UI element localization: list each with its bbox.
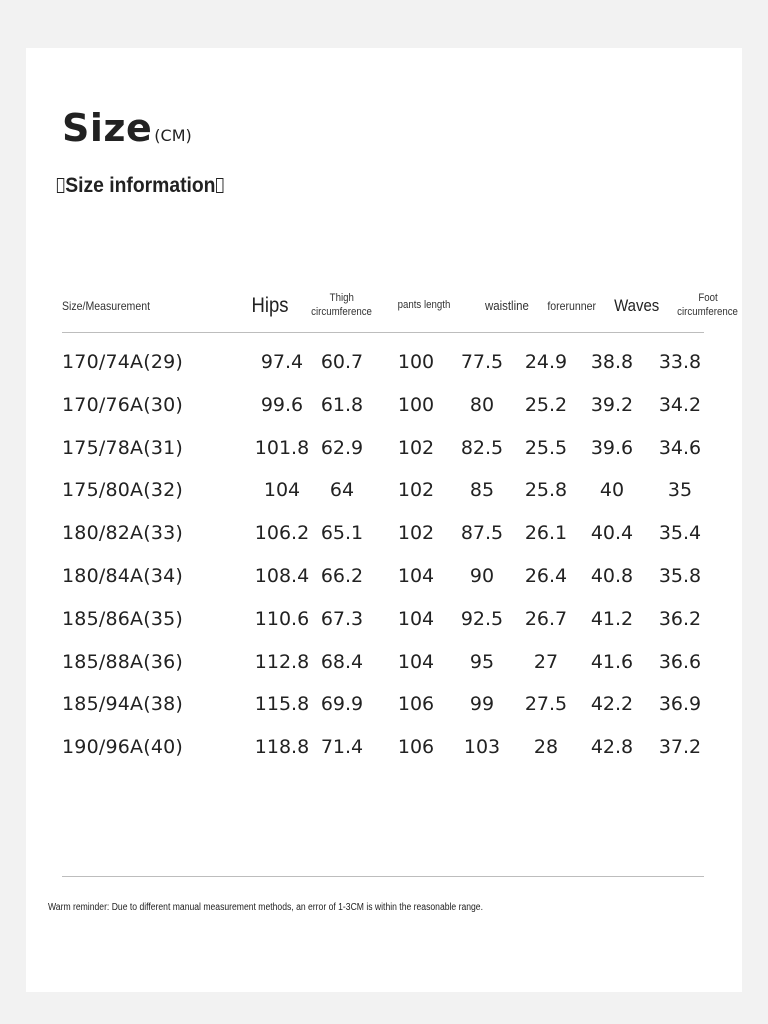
header-forerunner (540, 280, 604, 332)
cell-thigh-circumference: 66.2 (320, 564, 364, 587)
cell-hips: 97.4 (260, 351, 304, 373)
table-row (62, 517, 704, 560)
cell-foot-circumference: 34.6 (658, 436, 702, 459)
header-waistline (474, 280, 540, 332)
header-label-line1: Foot (698, 292, 718, 305)
cell-waistline: 80 (469, 393, 495, 416)
table-row (62, 474, 704, 517)
cell-foot-circumference: 33.8 (658, 351, 702, 373)
cell-size: 180/84A(34) (62, 564, 184, 587)
header-label: Waves (614, 296, 660, 316)
cell-pants-length: 104 (397, 650, 435, 673)
cell-foot-circumference: 36.2 (658, 607, 702, 630)
cell-pants-length: 102 (397, 522, 435, 545)
table-header (62, 280, 739, 333)
cell-forerunner: 26.4 (524, 564, 568, 587)
cell-size: 175/78A(31) (62, 436, 184, 459)
cell-waistline: 92.5 (460, 607, 504, 630)
cell-hips: 110.6 (254, 607, 310, 630)
header-label-line1: Thigh (329, 292, 355, 305)
cell-foot-circumference: 35.4 (658, 522, 702, 545)
table-row (62, 646, 704, 689)
cell-pants-length: 104 (397, 607, 435, 630)
table-row (62, 731, 704, 774)
header-hips (246, 280, 294, 332)
page-title (62, 106, 192, 150)
cell-foot-circumference: 36.9 (658, 693, 702, 716)
cell-thigh-circumference: 68.4 (320, 650, 364, 673)
cell-size: 175/80A(32) (62, 479, 184, 502)
cell-waistline: 85 (469, 479, 495, 502)
size-chart-card (26, 48, 742, 992)
cell-pants-length: 100 (397, 393, 435, 416)
cell-forerunner: 27.5 (524, 693, 568, 716)
cell-waistline: 90 (469, 564, 495, 587)
cell-waistline: 82.5 (460, 436, 504, 459)
cell-hips: 115.8 (254, 693, 310, 716)
cell-waves: 38.8 (590, 351, 634, 373)
cell-waistline: 103 (463, 736, 501, 759)
cell-forerunner: 25.8 (524, 479, 568, 502)
header-thigh-circumference (300, 280, 384, 332)
cell-size: 180/82A(33) (62, 522, 184, 545)
header-label: Size/Measurement (62, 298, 151, 313)
cell-thigh-circumference: 65.1 (320, 522, 364, 545)
header-label: forerunner (547, 298, 597, 313)
header-waves (608, 280, 666, 332)
cell-waves: 40.8 (590, 564, 634, 587)
cell-waves: 40 (599, 479, 625, 502)
cell-size: 190/96A(40) (62, 736, 184, 759)
table-row (62, 389, 704, 432)
cell-hips: 106.2 (254, 522, 310, 545)
cell-hips: 112.8 (254, 650, 310, 673)
header-size-measurement (62, 280, 212, 332)
cell-foot-circumference: 34.2 (658, 393, 702, 416)
cell-waves: 40.4 (590, 522, 634, 545)
bracket-right-icon (216, 178, 223, 193)
table-row (62, 603, 704, 646)
header-label-line2: circumference (677, 306, 739, 318)
cell-thigh-circumference: 64 (329, 479, 355, 502)
cell-size: 185/94A(38) (62, 693, 184, 716)
bottom-divider (62, 876, 704, 877)
cell-hips: 118.8 (254, 736, 310, 759)
cell-foot-circumference: 36.6 (658, 650, 702, 673)
cell-forerunner: 26.1 (524, 522, 568, 545)
cell-foot-circumference: 37.2 (658, 736, 702, 759)
table-row (62, 560, 704, 603)
cell-hips: 108.4 (254, 564, 310, 587)
cell-hips: 99.6 (260, 393, 304, 416)
cell-thigh-circumference: 60.7 (320, 351, 364, 373)
title-main: Size (62, 106, 153, 150)
cell-forerunner: 25.2 (524, 393, 568, 416)
size-table-body (62, 346, 704, 774)
header-pants-length (384, 280, 464, 332)
cell-pants-length: 104 (397, 564, 435, 587)
title-unit: (CM) (154, 126, 192, 145)
cell-hips: 101.8 (254, 436, 310, 459)
header-label: pants length (397, 299, 451, 312)
cell-forerunner: 25.5 (524, 436, 568, 459)
table-row (62, 688, 704, 731)
cell-waistline: 95 (469, 650, 495, 673)
cell-thigh-circumference: 71.4 (320, 736, 364, 759)
cell-thigh-circumference: 69.9 (320, 693, 364, 716)
subtitle-text: Size information (65, 174, 216, 197)
cell-waves: 41.6 (590, 650, 634, 673)
table-row (62, 432, 704, 475)
cell-hips: 104 (263, 479, 301, 502)
cell-thigh-circumference: 67.3 (320, 607, 364, 630)
warm-reminder: Warm reminder: Due to different manual measurement methods, an error of 1-3CM is within the reasonable range. (48, 902, 483, 913)
cell-waistline: 77.5 (460, 351, 504, 373)
cell-waves: 41.2 (590, 607, 634, 630)
section-subtitle (56, 174, 225, 198)
table-row (62, 346, 704, 389)
bracket-left-icon (57, 178, 64, 193)
cell-size: 185/86A(35) (62, 607, 184, 630)
header-label-line2: circumference (311, 306, 373, 318)
cell-forerunner: 28 (533, 736, 559, 759)
cell-waves: 39.6 (590, 436, 634, 459)
cell-waistline: 99 (469, 693, 495, 716)
cell-waves: 39.2 (590, 393, 634, 416)
cell-waves: 42.2 (590, 693, 634, 716)
cell-thigh-circumference: 62.9 (320, 436, 364, 459)
header-label: Hips (251, 293, 289, 317)
cell-pants-length: 102 (397, 479, 435, 502)
cell-pants-length: 100 (397, 351, 435, 373)
cell-size: 170/74A(29) (62, 351, 184, 373)
cell-foot-circumference: 35.8 (658, 564, 702, 587)
cell-waves: 42.8 (590, 736, 634, 759)
cell-forerunner: 26.7 (524, 607, 568, 630)
cell-forerunner: 24.9 (524, 351, 568, 373)
cell-pants-length: 102 (397, 436, 435, 459)
cell-foot-circumference: 35 (667, 479, 693, 502)
cell-forerunner: 27 (533, 650, 559, 673)
cell-waistline: 87.5 (460, 522, 504, 545)
cell-pants-length: 106 (397, 736, 435, 759)
cell-size: 185/88A(36) (62, 650, 184, 673)
header-foot-circumference (668, 280, 748, 332)
cell-thigh-circumference: 61.8 (320, 393, 364, 416)
header-label: waistline (485, 297, 529, 313)
cell-pants-length: 106 (397, 693, 435, 716)
cell-size: 170/76A(30) (62, 393, 184, 416)
